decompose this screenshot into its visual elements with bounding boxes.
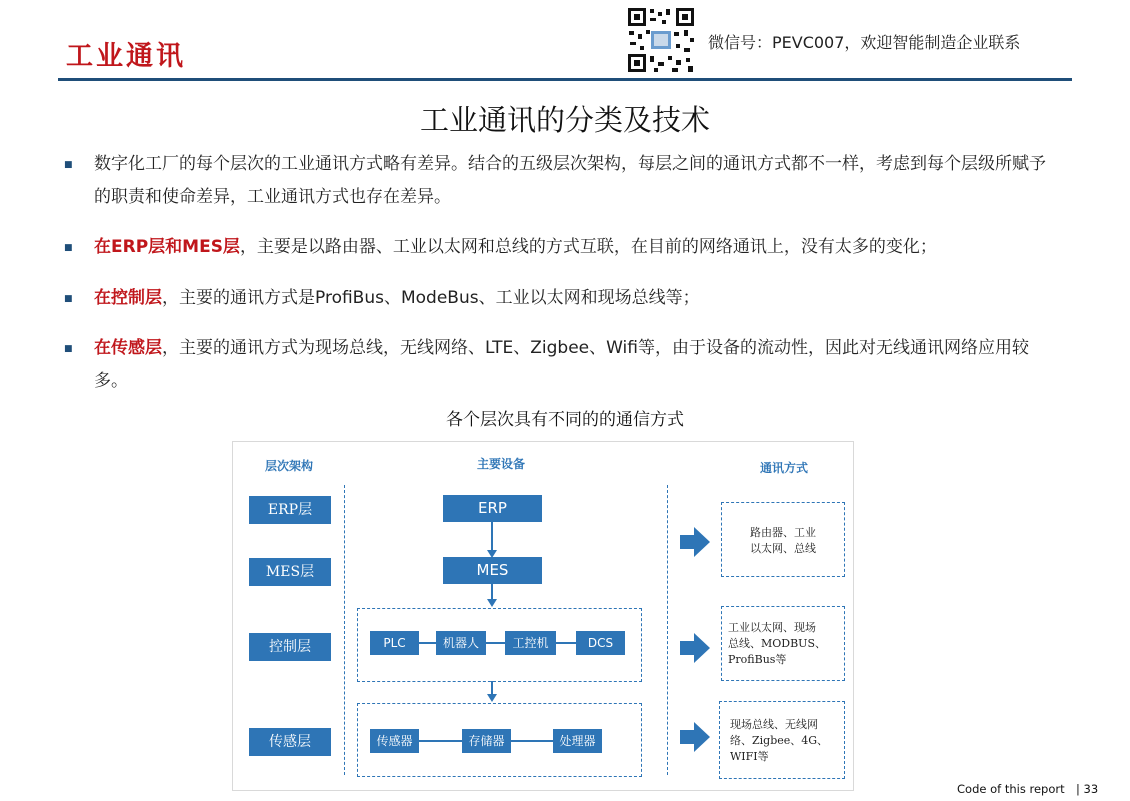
device-dcs: DCS bbox=[576, 631, 625, 655]
bullet-body: ，主要是以路由器、工业以太网和总线的方式互联，在目前的网络通讯上，没有太多的变化； bbox=[239, 237, 937, 257]
wechat-contact: 微信号：PEVC007，欢迎智能制造企业联系 bbox=[708, 33, 1021, 52]
comm-line: 以太网、总线 bbox=[750, 542, 816, 555]
device-storage: 存储器 bbox=[462, 729, 511, 753]
bullet-lead: 在ERP层和MES层 bbox=[94, 237, 240, 257]
bullet-text-1 bbox=[94, 148, 1062, 214]
comm-box-erp-mes bbox=[721, 502, 845, 577]
bullet-text-3 bbox=[94, 282, 1062, 315]
bullet-lead: 在控制层 bbox=[94, 288, 162, 308]
footer-report-code: Code of this report bbox=[957, 782, 1065, 796]
device-plc: PLC bbox=[370, 631, 419, 655]
header-divider bbox=[58, 78, 1072, 81]
bullet-marker-icon: ■ bbox=[64, 160, 73, 170]
level-erp: ERP层 bbox=[249, 496, 331, 524]
comm-header: 通讯方式 bbox=[760, 461, 809, 475]
connector-line bbox=[491, 584, 493, 600]
arrow-right-icon bbox=[680, 527, 710, 557]
devices-header: 主要设备 bbox=[477, 457, 526, 471]
device-mes: MES bbox=[443, 557, 542, 584]
comm-box-control bbox=[721, 606, 845, 681]
bullet-body: 数字化工厂的每个层次的工业通讯方式略有差异。结合的五级层次架构，每层之间的通讯方式都不一样，考虑到每个层级所赋予的职责和使命差异，工业通讯方式也存在差异。 bbox=[94, 154, 1046, 207]
level-sensor: 传感层 bbox=[249, 728, 331, 756]
bullet-text-4 bbox=[94, 332, 1062, 398]
device-processor: 处理器 bbox=[553, 729, 602, 753]
device-robot: 机器人 bbox=[436, 631, 486, 655]
arrow-down-icon bbox=[487, 694, 497, 702]
comm-line: 络、Zigbee、4G、 bbox=[730, 734, 829, 747]
comm-line: 总线、MODBUS、 bbox=[728, 637, 826, 650]
bullet-lead: 在传感层 bbox=[94, 338, 162, 358]
arrow-down-icon bbox=[487, 599, 497, 607]
column-divider bbox=[344, 485, 345, 775]
page-number: | 33 bbox=[1076, 782, 1099, 796]
comm-box-sensor bbox=[719, 701, 845, 779]
connector-line bbox=[491, 522, 493, 552]
connector-line bbox=[491, 681, 493, 695]
diagram-caption: 各个层次具有不同的的通信方式 bbox=[446, 410, 684, 430]
levels-header: 层次架构 bbox=[265, 459, 314, 473]
column-divider bbox=[667, 485, 668, 775]
device-erp: ERP bbox=[443, 495, 542, 522]
comm-line: 路由器、工业 bbox=[750, 526, 816, 539]
comm-line: WIFI等 bbox=[730, 750, 769, 763]
bullet-body: ，主要的通讯方式为现场总线，无线网络、LTE、Zigbee、Wifi等，由于设备的流动性，因此对无线通讯网络应用较多。 bbox=[94, 338, 1029, 391]
device-ipc: 工控机 bbox=[505, 631, 556, 655]
qr-code-icon bbox=[626, 6, 696, 74]
arrow-right-icon bbox=[680, 633, 710, 663]
brand-title: 工业通讯 bbox=[66, 41, 186, 72]
device-sensor: 传感器 bbox=[370, 729, 419, 753]
comm-line: 工业以太网、现场 bbox=[728, 621, 816, 634]
bullet-body: ，主要的通讯方式是ProfiBus、ModeBus、工业以太网和现场总线等； bbox=[162, 288, 700, 308]
arrow-right-icon bbox=[680, 722, 710, 752]
bullet-text-2 bbox=[94, 231, 1062, 264]
bullet-marker-icon: ■ bbox=[64, 294, 73, 304]
level-mes: MES层 bbox=[249, 558, 331, 586]
bullet-marker-icon: ■ bbox=[64, 243, 73, 253]
page-title: 工业通讯的分类及技术 bbox=[419, 103, 710, 137]
comm-line: 现场总线、无线网 bbox=[730, 718, 818, 731]
level-control: 控制层 bbox=[249, 633, 331, 661]
bullet-marker-icon: ■ bbox=[64, 344, 73, 354]
comm-line: ProfiBus等 bbox=[728, 653, 787, 666]
